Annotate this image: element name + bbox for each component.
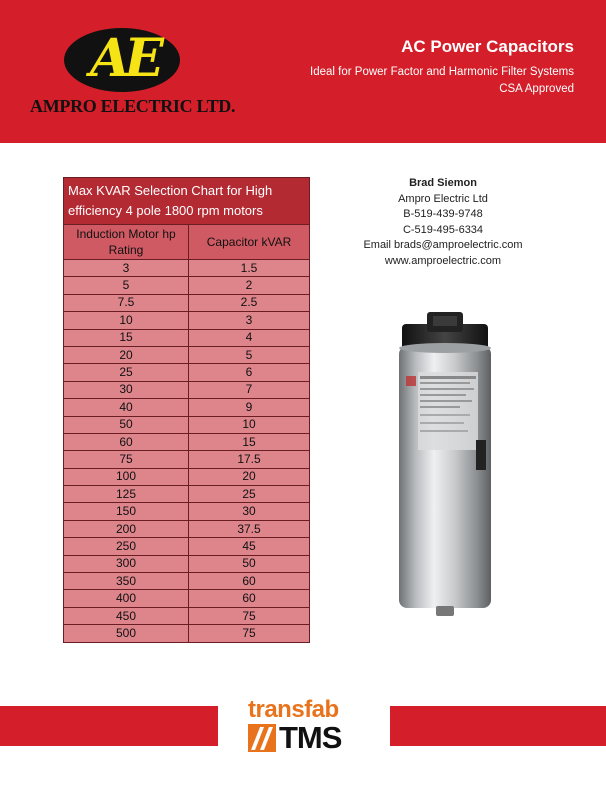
table-row (64, 277, 310, 294)
kvar-cell: 4 (189, 329, 310, 346)
tms-logo (248, 720, 368, 755)
logo-company-name: AMPRO ELECTRIC LTD. (30, 96, 236, 116)
table-row (64, 399, 310, 416)
motor-hp-cell: 40 (64, 399, 189, 416)
motor-hp-cell: 75 (64, 451, 189, 468)
contact-business-phone: B-519-439-9748 (403, 208, 483, 220)
motor-hp-cell: 15 (64, 329, 189, 346)
kvar-cell: 1.5 (189, 260, 310, 277)
kvar-cell: 75 (189, 625, 310, 642)
table-row (64, 260, 310, 277)
motor-hp-cell: 450 (64, 607, 189, 624)
footer-bar-right (390, 706, 606, 746)
capacitor-image (390, 310, 500, 622)
kvar-cell: 2.5 (189, 294, 310, 311)
table-row (64, 607, 310, 624)
contact-company: Ampro Electric Ltd (398, 192, 488, 205)
motor-hp-cell: 60 (64, 433, 189, 450)
motor-hp-cell: 200 (64, 520, 189, 537)
table-row (64, 486, 310, 503)
kvar-cell: 30 (189, 503, 310, 520)
motor-hp-cell: 400 (64, 590, 189, 607)
motor-hp-cell: 125 (64, 486, 189, 503)
kvar-cell: 50 (189, 555, 310, 572)
kvar-cell: 2 (189, 277, 310, 294)
header-banner (0, 0, 606, 143)
table-row (64, 573, 310, 590)
kvar-cell: 6 (189, 364, 310, 381)
kvar-cell: 60 (189, 590, 310, 607)
table-row (64, 590, 310, 607)
motor-hp-cell: 350 (64, 573, 189, 590)
table-row (64, 312, 310, 329)
table-row (64, 364, 310, 381)
footer-bar-left (0, 706, 218, 746)
kvar-cell: 17.5 (189, 451, 310, 468)
kvar-cell: 37.5 (189, 520, 310, 537)
page-title: AC Power Capacitors (401, 37, 574, 56)
table-row (64, 538, 310, 555)
table-row (64, 433, 310, 450)
contact-website[interactable]: www.amproelectric.com (384, 254, 502, 267)
kvar-cell: 75 (189, 607, 310, 624)
motor-hp-cell: 20 (64, 346, 189, 363)
kvar-cell: 25 (189, 486, 310, 503)
motor-hp-cell: 50 (64, 416, 189, 433)
table-row (64, 416, 310, 433)
table-caption: Max KVAR Selection Chart for High efficiency 4 pole 1800 rpm motors (64, 178, 310, 225)
kvar-cell: 15 (189, 433, 310, 450)
company-logo (30, 22, 236, 122)
subtitle-line-1: Ideal for Power Factor and Harmonic Filter Systems (310, 66, 574, 78)
logo-letters: AE (90, 28, 158, 89)
table-body (64, 260, 310, 643)
header-subtitle (310, 64, 574, 98)
kvar-cell: 7 (189, 381, 310, 398)
table-row (64, 381, 310, 398)
kvar-cell: 3 (189, 312, 310, 329)
motor-hp-cell: 300 (64, 555, 189, 572)
tms-logo-text: TMS (279, 720, 342, 755)
motor-hp-cell: 250 (64, 538, 189, 555)
column-header-kvar: Capacitor kVAR (189, 225, 310, 260)
contact-email[interactable]: Email brads@amproelectric.com (363, 239, 523, 251)
tms-mark-icon (248, 724, 276, 752)
motor-hp-cell: 10 (64, 312, 189, 329)
motor-hp-cell: 150 (64, 503, 189, 520)
table-row (64, 294, 310, 311)
table-row (64, 329, 310, 346)
column-header-motor: Induction Motor hp Rating (64, 225, 189, 260)
kvar-cell: 60 (189, 573, 310, 590)
motor-hp-cell: 30 (64, 381, 189, 398)
contact-name: Brad Siemon (409, 177, 477, 189)
table-row (64, 625, 310, 642)
contact-cell-phone: C-519-495-6334 (402, 223, 484, 236)
kvar-cell: 9 (189, 399, 310, 416)
transfab-logo-text: transfab (248, 696, 339, 723)
motor-hp-cell: 3 (64, 260, 189, 277)
kvar-cell: 5 (189, 346, 310, 363)
subtitle-line-2: CSA Approved (499, 83, 574, 95)
table-row (64, 555, 310, 572)
motor-hp-cell: 100 (64, 468, 189, 485)
kvar-cell: 45 (189, 538, 310, 555)
motor-hp-cell: 500 (64, 625, 189, 642)
kvar-selection-table (63, 177, 310, 643)
kvar-cell: 20 (189, 468, 310, 485)
motor-hp-cell: 25 (64, 364, 189, 381)
table-row (64, 520, 310, 537)
motor-hp-cell: 5 (64, 277, 189, 294)
kvar-cell: 10 (189, 416, 310, 433)
table-row (64, 468, 310, 485)
table-row (64, 451, 310, 468)
table-row (64, 503, 310, 520)
table-row (64, 346, 310, 363)
motor-hp-cell: 7.5 (64, 294, 189, 311)
contact-block (350, 176, 536, 269)
